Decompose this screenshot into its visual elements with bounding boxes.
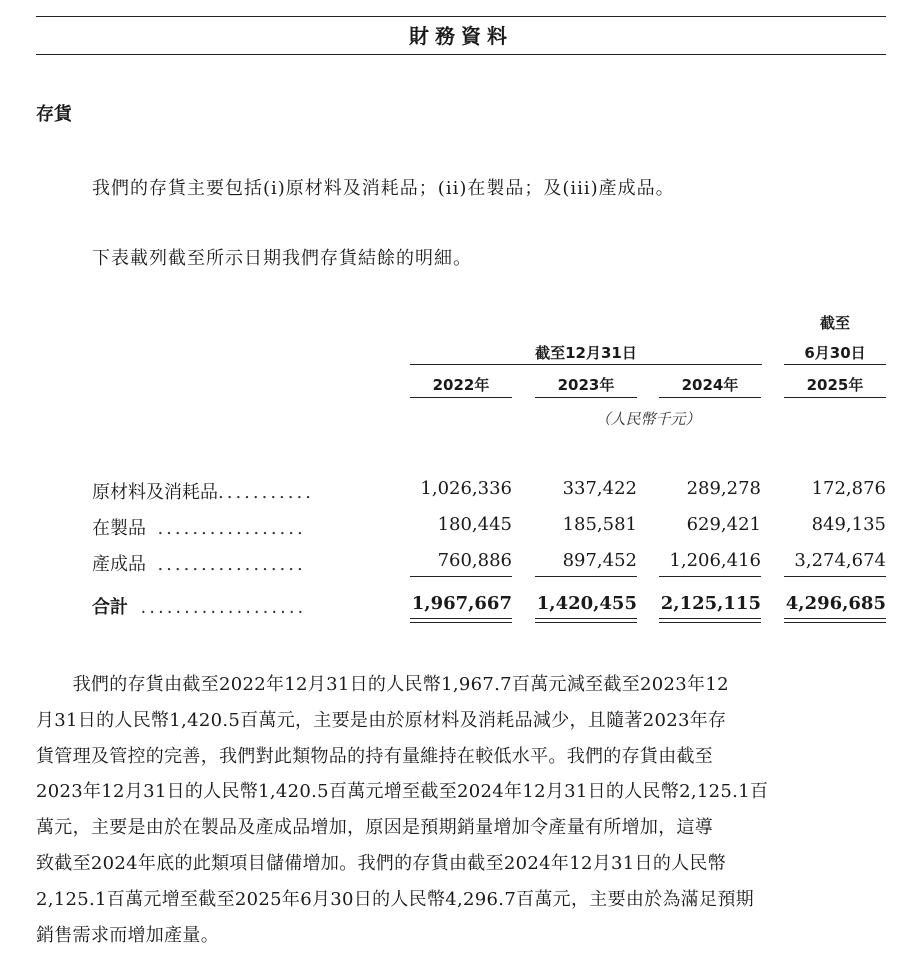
- table-cell: 629,421: [686, 514, 761, 535]
- subtotal-rule: [535, 576, 637, 577]
- table-cell: 3,274,674: [794, 550, 886, 571]
- table-cell: 289,278: [686, 478, 761, 499]
- table-cell: 849,135: [811, 514, 886, 535]
- total-double-rule: [659, 618, 761, 619]
- table-row-label: 原材料及消耗品...........: [92, 482, 314, 503]
- discussion-line: 2023年12月31日的人民幣1,420.5百萬元增至截至2024年12月31日的人民幣2,125.1百: [36, 781, 769, 803]
- discussion-line: 月31日的人民幣1,420.5百萬元，主要是由於原材料及消耗品減少，且隨著2023年存: [36, 709, 727, 731]
- intro-paragraph-2: 下表載列截至所示日期我們存貨結餘的明細。: [92, 248, 472, 269]
- total-double-rule: [659, 622, 761, 623]
- page-title: 財務資料: [409, 24, 513, 48]
- table-cell: 1,206,416: [669, 550, 761, 571]
- total-double-rule: [410, 618, 512, 619]
- year-header-2023: 2023年: [557, 376, 615, 394]
- total-double-rule: [535, 622, 637, 623]
- header-top-rule: [36, 16, 886, 17]
- total-row-label: 合計 ...................: [92, 597, 307, 618]
- table-cell: 172,876: [811, 478, 886, 499]
- year-header-2025: 2025年: [806, 376, 864, 394]
- discussion-line: 萬元，主要是由於在製品及產成品增加，原因是預期銷量增加令產量有所增加，這導: [36, 817, 714, 839]
- table-cell: 337,422: [562, 478, 637, 499]
- group-header-rule-right: [784, 364, 886, 365]
- table-cell: 1,026,336: [420, 478, 512, 499]
- total-double-rule: [784, 622, 886, 623]
- as-of-label: 截至: [819, 314, 850, 332]
- discussion-line: 2,125.1百萬元增至截至2025年6月30日的人民幣4,296.7百萬元，主要由於為滿足預期: [36, 888, 754, 910]
- year-rule: [784, 397, 886, 398]
- year-header-2022: 2022年: [432, 376, 490, 394]
- total-double-rule: [535, 618, 637, 619]
- total-cell: 4,296,685: [785, 593, 886, 614]
- dec31-group-header: 截至12月31日: [535, 344, 637, 362]
- table-cell: 760,886: [437, 550, 512, 571]
- total-double-rule: [784, 618, 886, 619]
- discussion-line: 銷售需求而增加產量。: [36, 924, 219, 946]
- unit-label: （人民幣千元）: [595, 410, 701, 428]
- discussion-line: 我們的存貨由截至2022年12月31日的人民幣1,967.7百萬元減至截至2023年12: [36, 674, 729, 695]
- total-double-rule: [410, 622, 512, 623]
- section-heading: 存貨: [36, 104, 72, 125]
- year-rule: [410, 397, 512, 398]
- year-header-2024: 2024年: [681, 376, 739, 394]
- total-cell: 1,420,455: [536, 593, 637, 614]
- jun30-group-header: 6月30日: [804, 344, 866, 362]
- group-header-rule: [410, 364, 762, 365]
- discussion-line: 致截至2024年底的此類項目儲備增加。我們的存貨由截至2024年12月31日的人民幣: [36, 852, 727, 874]
- year-rule: [659, 397, 761, 398]
- header-bottom-rule: [36, 54, 886, 55]
- total-cell: 2,125,115: [660, 593, 761, 614]
- intro-paragraph-1: 我們的存貨主要包括(i)原材料及消耗品；(ii)在製品；及(iii)產成品。: [92, 178, 675, 199]
- subtotal-rule: [659, 576, 761, 577]
- discussion-line: 貨管理及管控的完善，我們對此類物品的持有量維持在較低水平。我們的存貨由截至: [36, 745, 714, 767]
- discussion-paragraph: [36, 667, 886, 953]
- table-row-label: 在製品 .................: [92, 518, 306, 539]
- table-cell: 185,581: [562, 514, 637, 535]
- total-cell: 1,967,667: [411, 593, 512, 614]
- table-cell: 180,445: [437, 514, 512, 535]
- year-rule: [535, 397, 637, 398]
- subtotal-rule: [784, 576, 886, 577]
- table-cell: 897,452: [562, 550, 637, 571]
- subtotal-rule: [410, 576, 512, 577]
- table-row-label: 產成品 .................: [92, 554, 306, 575]
